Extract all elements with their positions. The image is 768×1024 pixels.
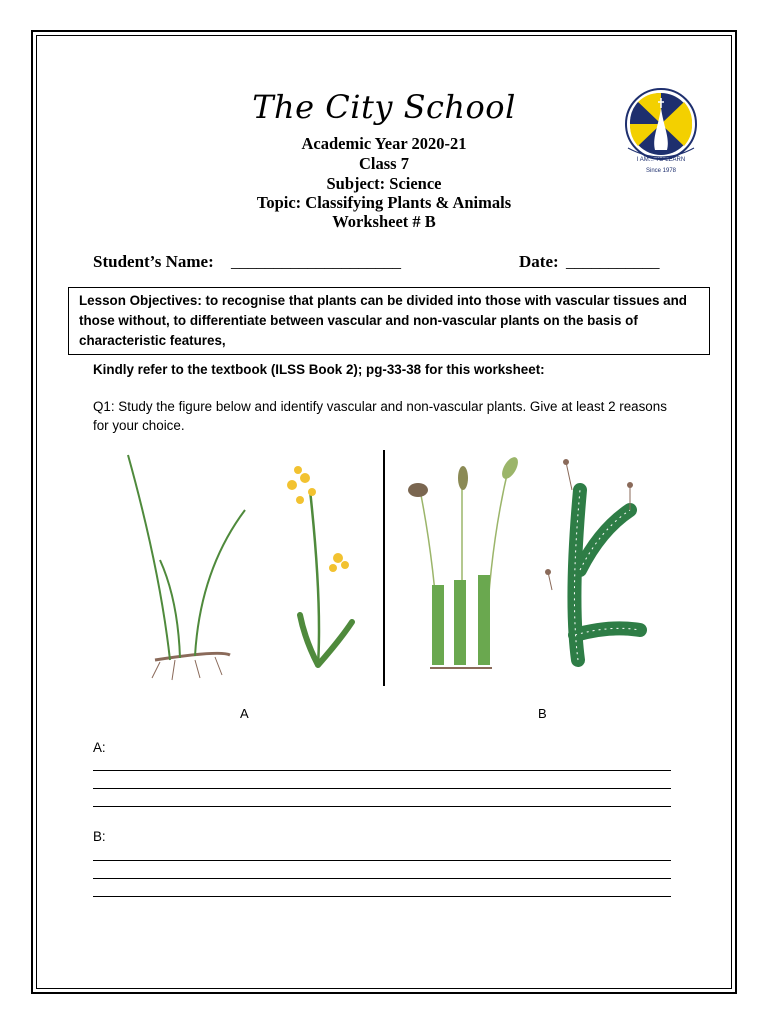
student-name-field[interactable]: ____________________: [231, 252, 401, 271]
answer-a-line[interactable]: [93, 788, 671, 789]
date-field[interactable]: ___________: [566, 252, 660, 271]
worksheet-line: Worksheet # B: [332, 212, 436, 231]
academic-year: Academic Year 2020-21: [301, 134, 467, 153]
moss-illustration: [408, 455, 521, 668]
flowering-plant-illustration: [287, 466, 352, 665]
fern-illustration: [128, 455, 245, 680]
liverwort-illustration: [545, 459, 640, 660]
date-label: Date:: [519, 252, 559, 271]
answer-b-label: B:: [93, 829, 106, 844]
answer-b-line[interactable]: [93, 896, 671, 897]
school-name: The City School: [252, 88, 516, 126]
question-1: Q1: Study the figure below and identify vascular and non-vascular plants. Give at least 2 reasons for your choice.: [93, 399, 667, 433]
topic-line: Topic: Classifying Plants & Animals: [256, 193, 512, 212]
subject-line: Subject: Science: [326, 174, 442, 193]
school-logo: [622, 88, 700, 176]
lesson-objectives: Lesson Objectives: to recognise that plants can be divided into those with vascular tissues and those without, to differentiate between vascular and non-vascular plants on the basis of characteristic features,: [68, 287, 710, 355]
answer-b-line[interactable]: [93, 878, 671, 879]
answer-a-line[interactable]: [93, 770, 671, 771]
logo-motto: I AM... TO LEARN: [636, 157, 686, 163]
class-line: Class 7: [359, 154, 409, 173]
logo-since: Since 1978: [645, 168, 677, 174]
answer-a-line[interactable]: [93, 806, 671, 807]
answer-a-label: A:: [93, 740, 106, 755]
student-name-label: Student’s Name:: [93, 252, 214, 271]
plants-figure: [100, 450, 660, 690]
answer-b-line[interactable]: [93, 860, 671, 861]
figure-label-a: A: [240, 706, 249, 721]
figure-label-b: B: [538, 706, 547, 721]
textbook-reference: Kindly refer to the textbook (ILSS Book 2); pg-33-38 for this worksheet:: [93, 362, 545, 377]
